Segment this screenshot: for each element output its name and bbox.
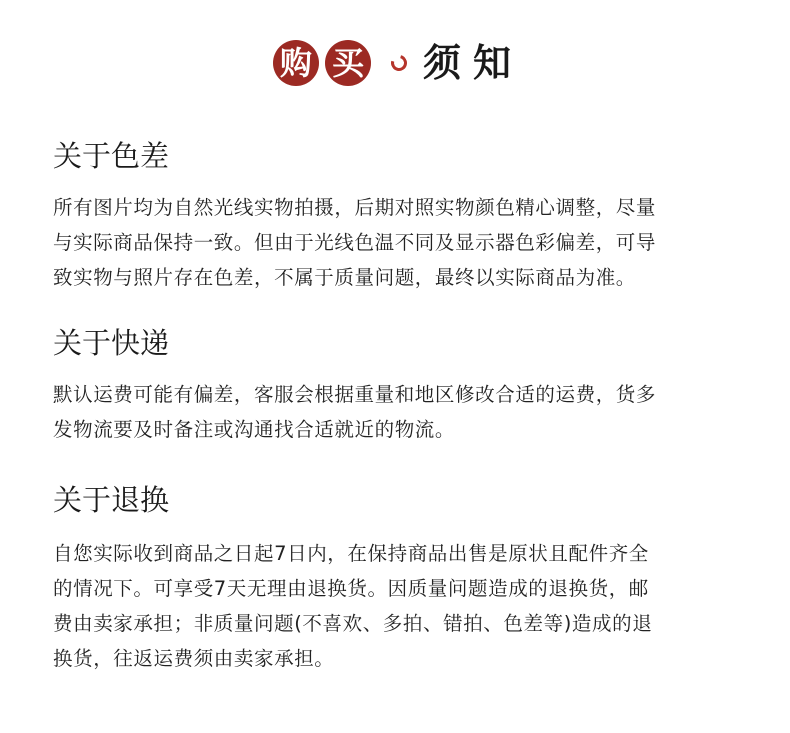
header-plain-char-1: 须 [422, 40, 461, 85]
header-circle-char-1: 购 [273, 40, 319, 86]
section-text: 所有图片均为自然光线实物拍摄，后期对照实物颜色精心调整，尽量 与实际商品保持一致。但由于光线色温不同及显示器色彩偏差，可导 致实物与照片存在色差，不属于质量问题，最终以实际商品为准。 [53, 196, 657, 289]
section-color-difference [53, 138, 753, 295]
section-returns [53, 482, 753, 676]
header-circle-char-2: 买 [325, 40, 371, 86]
section-title: 关于退换 [53, 483, 170, 517]
section-title: 关于快递 [53, 326, 170, 360]
section-shipping [53, 325, 753, 447]
section-text: 自您实际收到商品之日起7日内，在保持商品出售是原状且配件齐全 的情况下。可享受7天无理由退换货。因质量问题造成的退换货，邮 费由卖家承担；非质量问题(不喜欢、多拍、错拍、色差等)造成的退 换货，往返运费须由卖家承担。 [53, 542, 653, 670]
section-text: 默认运费可能有偏差，客服会根据重量和地区修改合适的运费，货多 发物流要及时备注或沟通找合适就近的物流。 [53, 383, 657, 441]
section-title: 关于色差 [53, 139, 170, 173]
swirl-icon [388, 52, 410, 74]
page-header [0, 38, 790, 88]
header-plain-char-2: 知 [473, 40, 512, 85]
